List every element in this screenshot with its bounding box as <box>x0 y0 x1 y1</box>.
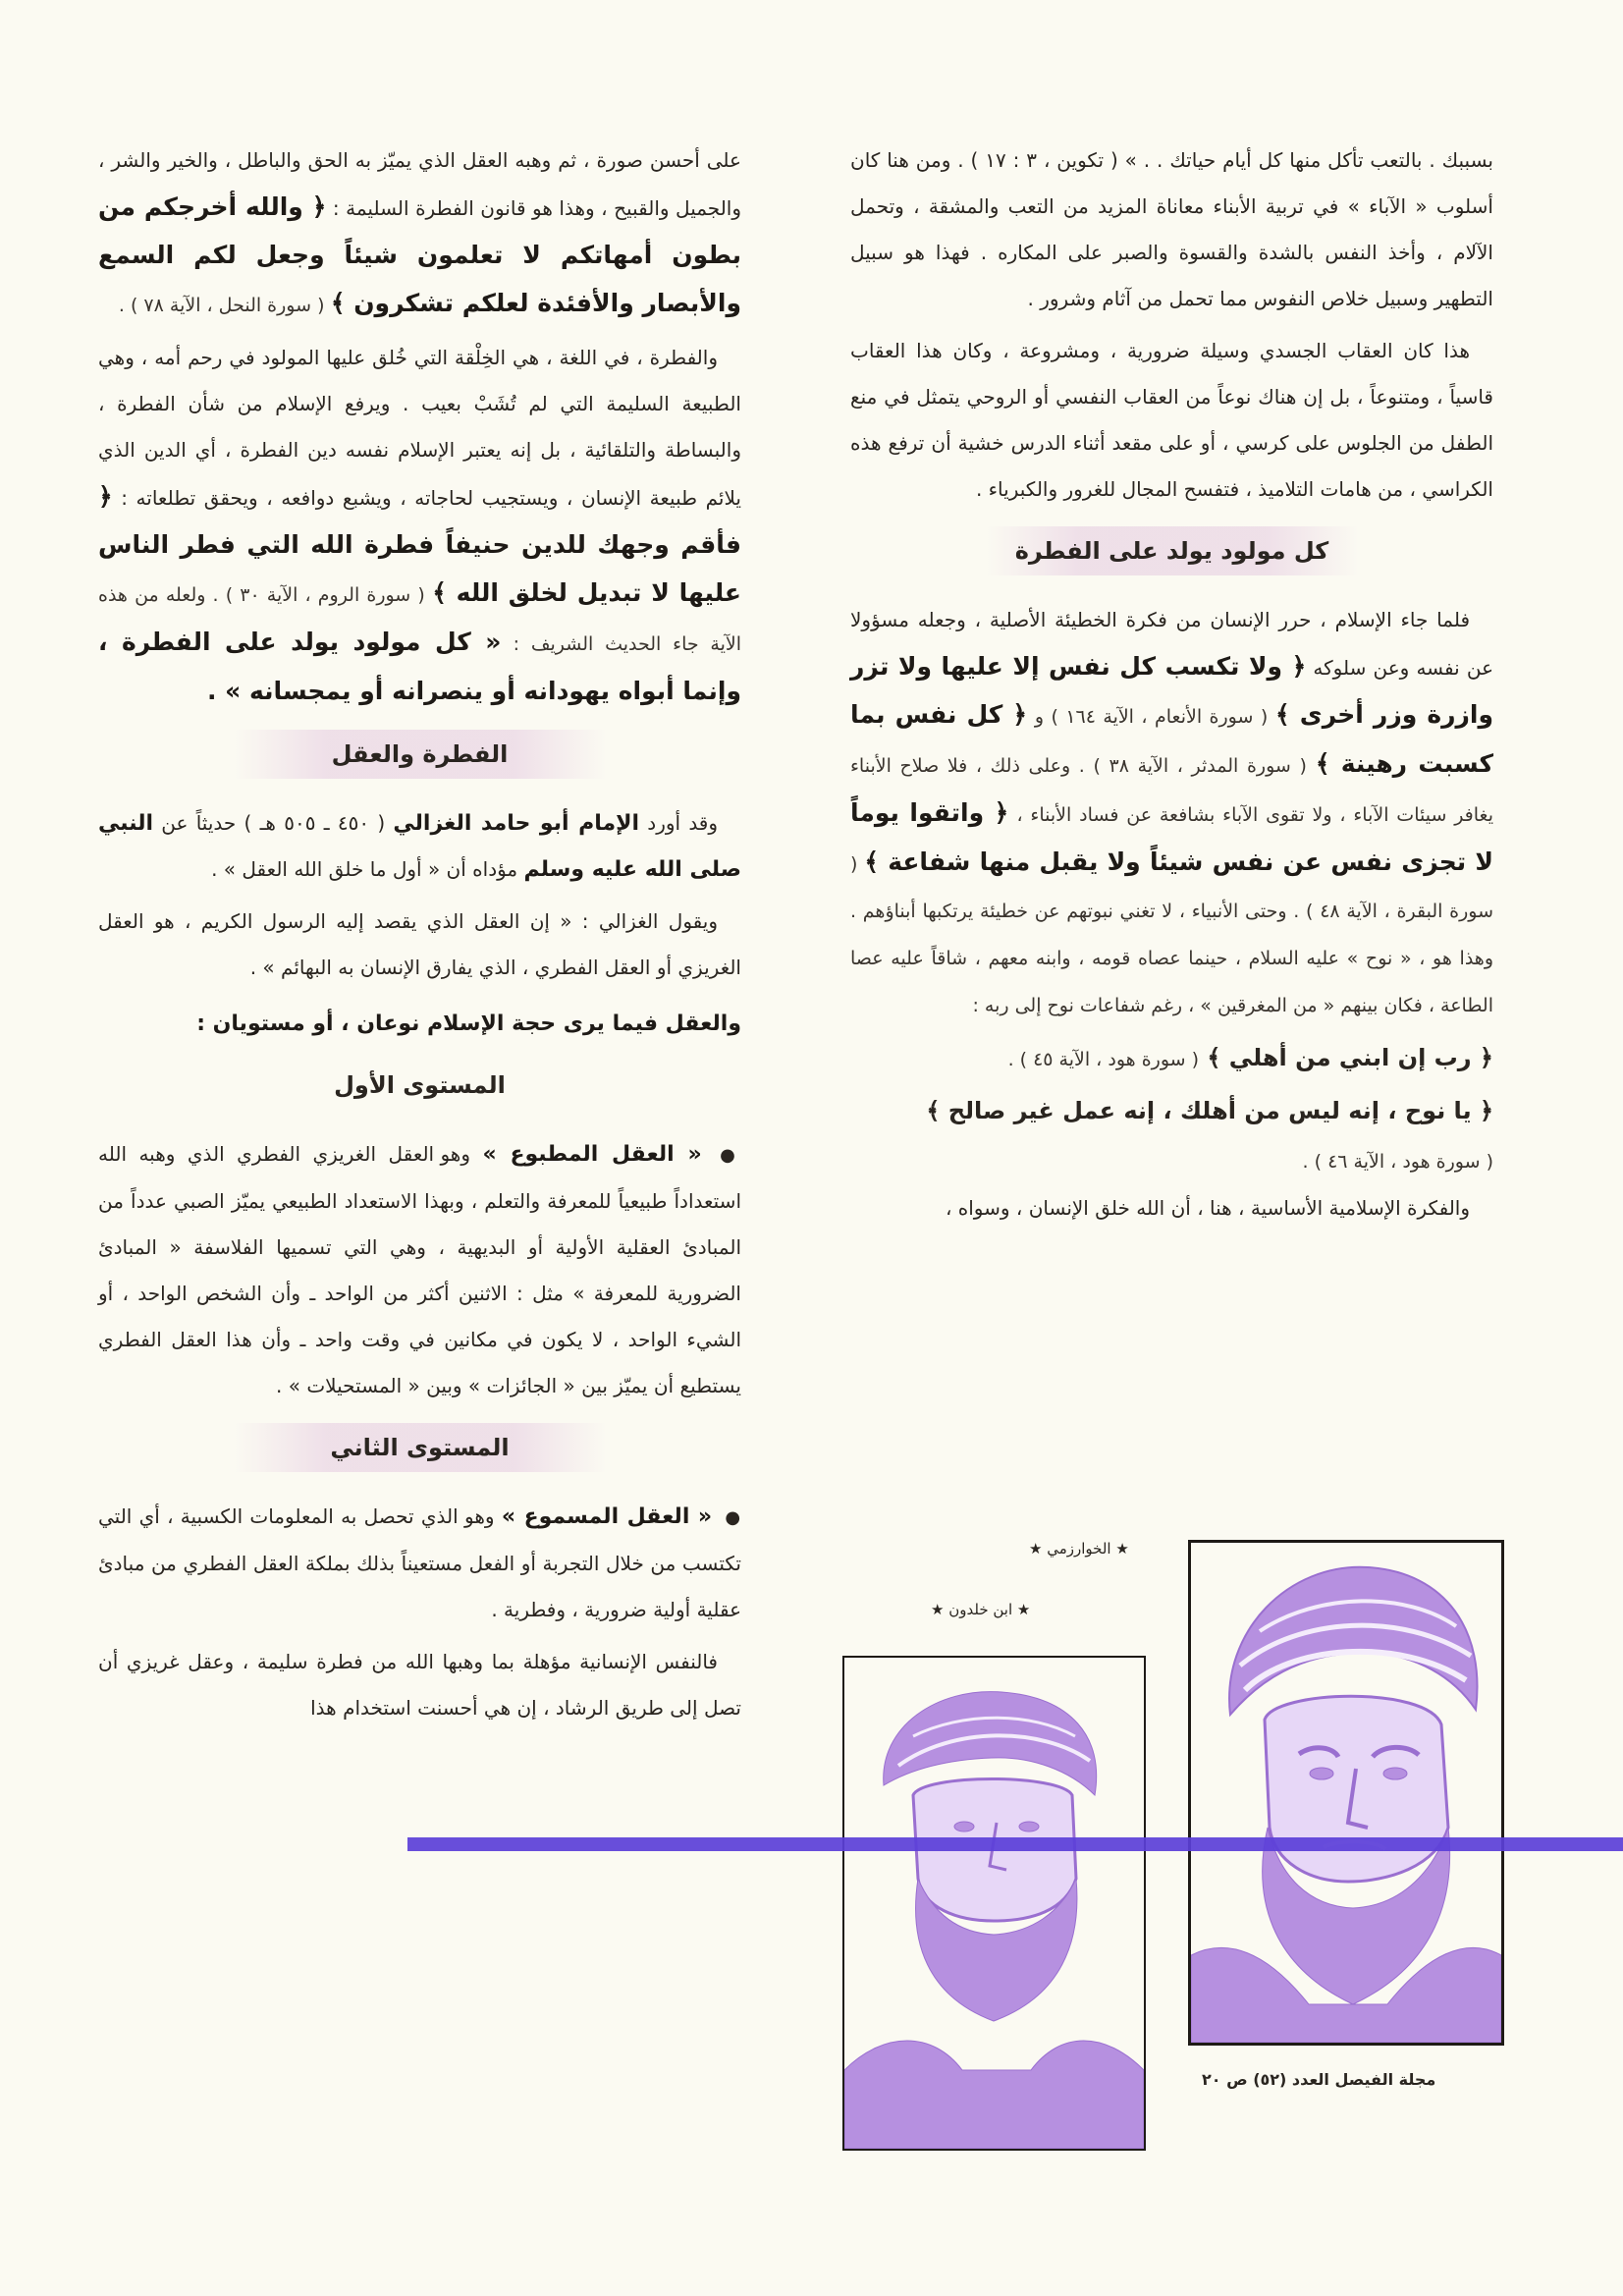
term-highlight: « العقل المطبوع » <box>482 1142 702 1167</box>
section-heading: المستوى الأول <box>334 1071 506 1099</box>
text-run: مؤداه أن « أول ما خلق الله العقل » . <box>211 857 518 881</box>
bold-statement: والعقل فيما يرى حجة الإسلام نوعان ، أو مستويان : <box>196 1011 741 1036</box>
quran-verse: ﴿ فأقم وجهك للدين حنيفاً فطرة الله التي فطر الناس عليها لا تبديل لخلق الله ﴾ <box>98 482 741 607</box>
text-run: فلما جاء الإسلام ، حرر الإنسان من فكرة الخطيئة الأصلية ، وجعله مسؤولا عن نفسه وعن سلوكه <box>850 608 1494 680</box>
khwarizmi-portrait-drawing <box>1191 1543 1501 2043</box>
verse-reference: ( سورة المدثر ، الآية ٣٨ ) . وعلى ذلك ، فلا صلاح الأبناء يغافر سيئات الآباء ، ولا تقوى الآباء بشافعة عن فساد الأبناء ، <box>850 755 1494 826</box>
verse-reference: ( سورة هود ، الآية ٤٥ ) . <box>1007 1049 1200 1070</box>
text-run: ( ٤٥٠ ـ ٥٠٥ هـ ) حديثاً عن <box>161 811 386 835</box>
section-heading: المستوى الثاني <box>234 1423 607 1472</box>
scan-artifact-stripe <box>407 1837 1623 1851</box>
term-highlight: « العقل المسموع » <box>501 1504 713 1529</box>
portrait-ibn-khaldun <box>842 1656 1146 2151</box>
ibn-khaldun-portrait-drawing <box>844 1658 1144 2149</box>
text-run: وهو العقل الغريزي الفطري الذي وهبه الله استعداداً طبيعياً للمعرفة والتعلم ، وبهذا الاستعداد الطبيعي يميّز الصبي عدداً من المبادئ العقلية الأولية أو البديهية ، وهي التي تسميها الفلاسفة « المبادئ الضرورية للمعرفة » مثل : الاثنين أكثر من الواحد ـ وأن الشخص الواحد ، أو الشيء الواحد ، لا يكون في مكانين في وقت واحد ـ وأن هذا العقل الفطري يستطيع أن يميّز بين « الجائزات » وبين « المستحيلات » . <box>98 1142 741 1397</box>
portrait-khwarizmi <box>1188 1540 1504 2046</box>
paragraph <box>98 137 741 329</box>
quran-verse: ﴿ واتقوا يوماً لا تجزى نفس عن نفس شيئاً ولا يقبل منها شفاعة ﴾ <box>850 798 1493 876</box>
text-run: والفطرة ، في اللغة ، هي الخِلْقة التي خُلق عليها المولود في رحم أمه ، وهي الطبيعة السليمة التي لم تُشَبْ بعيب . ويرفع الإسلام من شأن الفطرة ، والبساطة والتلقائية ، بل إنه يعتبر الإسلام نفسه دين الفطرة ، أي الدين الذي يلائم طبيعة الإنسان ، ويستجيب لحاجاته ، ويشبع دوافعه ، ويحقق تطلعاته : <box>98 346 741 510</box>
paragraph: والفكرة الإسلامية الأساسية ، هنا ، أن الله خلق الإنسان ، وسواه ، <box>945 1196 1470 1220</box>
verse-reference: ( سورة الأنعام ، الآية ١٦٤ ) و <box>1034 706 1269 728</box>
name-highlight: النبي صلى الله عليه وسلم <box>98 811 741 882</box>
hadith-quote: « كل مولود يولد على الفطرة ، وإنما أبواه يهودانه أو ينصرانه أو يمجسانه » . <box>98 628 741 705</box>
section-heading: كل مولود يولد على الفطرة <box>986 526 1359 575</box>
bullet-icon: ● <box>725 1507 741 1528</box>
verse-line <box>850 1035 1493 1082</box>
paragraph <box>98 1494 741 1633</box>
paragraph: ويقول الغزالي : « إن العقل الذي يقصد إليه الرسول الكريم ، هو العقل الغريزي أو العقل الفطري ، الذي يفارق الإنسان به البهائم » . <box>98 909 741 979</box>
verse-line <box>850 1088 1493 1133</box>
quran-verse: ﴿ رب إن ابني من أهلي ﴾ <box>1207 1044 1493 1071</box>
right-column <box>850 137 1493 1237</box>
verse-reference: ( سورة هود ، الآية ٤٦ ) . <box>1302 1151 1493 1173</box>
quran-verse: ﴿ يا نوح ، إنه ليس من أهلك ، إنه عمل غير صالح ﴾ <box>926 1097 1493 1124</box>
name-highlight: الإمام أبو حامد الغزالي <box>393 811 640 836</box>
text-run: على أحسن صورة ، ثم وهبه العقل الذي يميّز به الحق والباطل ، والخير والشر ، والجميل والقبيح ، وهذا هو قانون الفطرة السليمة : <box>98 148 742 220</box>
left-column <box>98 137 741 1737</box>
quran-verse: ﴿ ولا تكسب كل نفس إلا عليها ولا تزر وازرة وزر أخرى ﴾ <box>850 652 1494 729</box>
paragraph: بسببك . بالتعب تأكل منها كل أيام حياتك . . » ( تكوين ، ٣ : ١٧ ) . ومن هنا كان أسلوب « الآباء » في تربية الأبناء معاناة المزيد من التعب والمشقة ، وتحمل الآلام ، وأخذ النفس بالشدة والقسوة والصبر على المكاره . فهذا هو سبيل التطهير وسبيل خلاص النفوس مما تحمل من آثام وشرور . <box>850 148 1493 310</box>
paragraph <box>98 335 741 716</box>
image-source-caption: مجلة الفيصل العدد (٥٢) ص ٢٠ <box>1202 2070 1436 2089</box>
verse-reference: ( سورة النحل ، الآية ٧٨ ) . <box>118 295 325 316</box>
paragraph <box>98 800 741 893</box>
portrait-caption: ★ الخوارزمي ★ <box>1029 1540 1129 1558</box>
verse-reference: ( سورة الروم ، الآية ٣٠ ) . ولعله من هذه الآية جاء الحديث الشريف : <box>98 584 742 655</box>
paragraph <box>850 597 1493 1029</box>
bullet-icon: ● <box>720 1145 741 1166</box>
verse-reference: ( سورة البقرة ، الآية ٤٨ ) . وحتى الأنبياء ، لا تغني نبوتهم عن خطيئة يرتكبها أبناؤهم . وهذا هو ، « نوح » عليه السلام ، حينما عصاه قومه ، وابنه معهم ، شاقاً عليه عصا الطاعة ، فكان بينهم « من المغرقين » ، رغم شفاعات نوح إلى ربه : <box>850 853 1494 1016</box>
text-run: وهو الذي تحصل به المعلومات الكسبية ، أي التي تكتسب من خلال التجربة أو الفعل مستعيناً بذلك بملكة العقل الفطري من مبادئ عقلية أولية ضرورية ، وفطرية . <box>98 1504 741 1621</box>
section-heading: الفطرة والعقل <box>234 730 607 779</box>
portrait-caption: ★ ابن خلدون ★ <box>931 1601 1031 1618</box>
paragraph: فالنفس الإنسانية مؤهلة بما وهبها الله من فطرة سليمة ، وعقل غريزي أن تصل إلى طريق الرشاد ، إن هي أحسنت استخدام هذا <box>98 1650 741 1720</box>
portrait-ink <box>844 1692 1144 2149</box>
portrait-ink <box>1191 1567 1501 2043</box>
quran-verse: ﴿ كل نفس بما كسبت رهينة ﴾ <box>850 700 1494 778</box>
paragraph <box>98 1131 741 1409</box>
text-run: وقد أورد <box>647 811 719 835</box>
quran-verse: ﴿ والله أخرجكم من بطون أمهاتكم لا تعلمون شيئاً وجعل لكم السمع والأبصار والأفئدة لعلكم تشكرون ﴾ <box>98 192 741 317</box>
paragraph: هذا كان العقاب الجسدي وسيلة ضرورية ، ومشروعة ، وكان هذا العقاب قاسياً ، ومتنوعاً ، بل إن هناك نوعاً من العقاب النفسي أو الروحي يتمثل في منع الطفل من الجلوس على كرسي ، أو على مقعد أثناء الدرس خشية أن ترفع هذه الكراسي ، من هامات التلاميذ ، فتفسح المجال للغرور والكبرياء . <box>850 339 1493 501</box>
